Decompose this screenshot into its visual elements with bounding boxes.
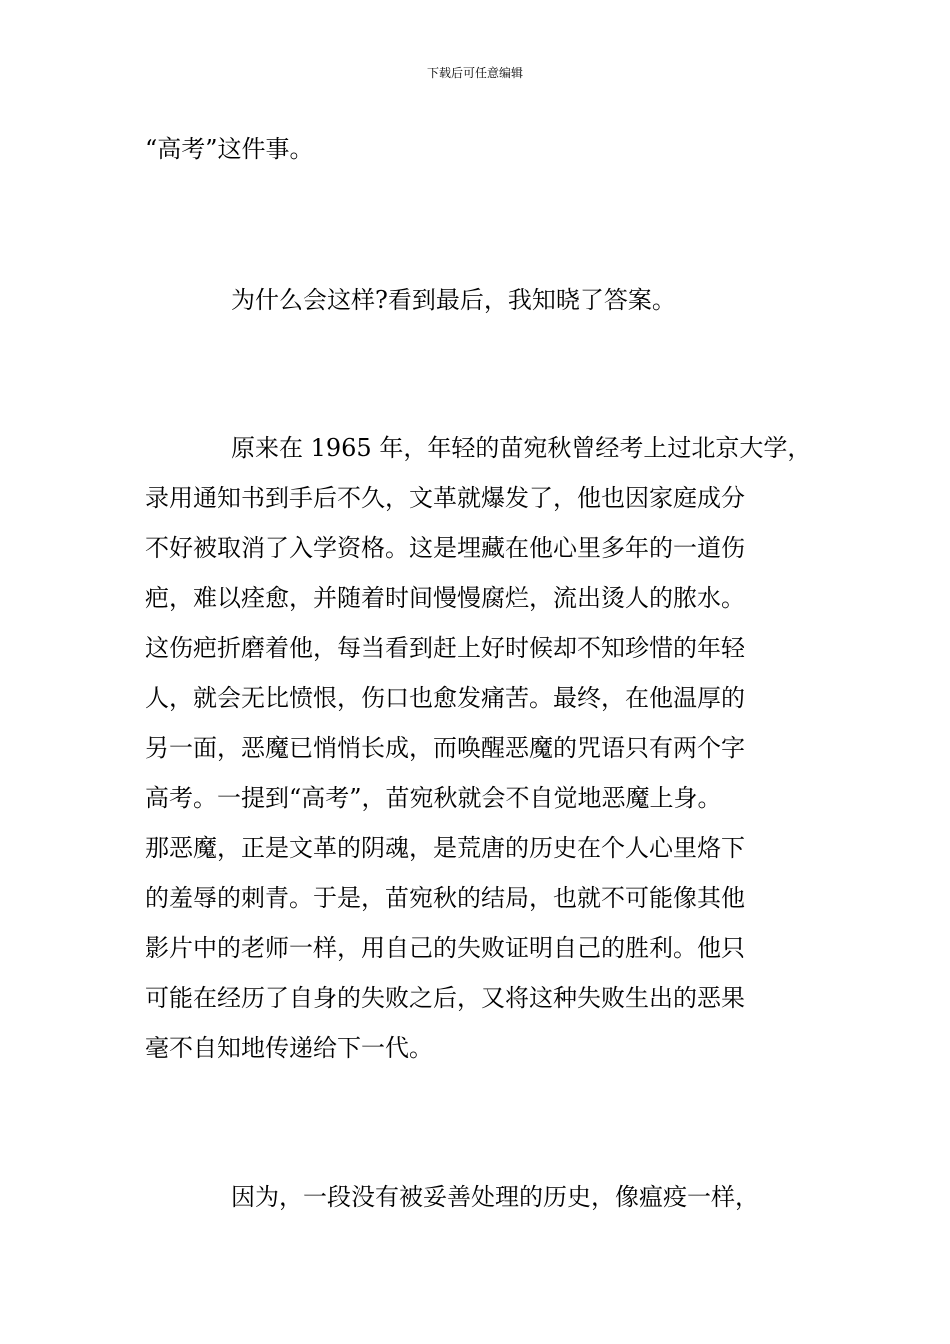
paragraph-2-line-1: 为什么会这样?看到最后，我知晓了答案。 bbox=[231, 286, 676, 314]
page-header: 下载后可任意编辑 bbox=[426, 66, 523, 80]
paragraph-4-line-1: 因为，一段没有被妥善处理的历史，像瘟疫一样， bbox=[231, 1183, 759, 1211]
paragraph-1-line-1: “高考”这件事。 bbox=[145, 135, 314, 163]
paragraph-3-line-12: 可能在经历了自身的失败之后，又将这种失败生出的恶果 bbox=[145, 984, 745, 1012]
paragraph-3-line-5: 这伤疤折磨着他，每当看到赶上好时候却不知珍惜的年轻 bbox=[145, 634, 745, 662]
paragraph-3-line-13: 毫不自知地传递给下一代。 bbox=[145, 1034, 433, 1062]
paragraph-3-line-8: 高考。一提到“高考”，苗宛秋就会不自觉地恶魔上身。 bbox=[145, 784, 722, 812]
paragraph-3-line-10: 的羞辱的刺青。于是，苗宛秋的结局，也就不可能像其他 bbox=[145, 884, 745, 912]
paragraph-3-line-9: 那恶魔，正是文革的阴魂，是荒唐的历史在个人心里烙下 bbox=[145, 834, 745, 862]
paragraph-3-line-2: 录用通知书到手后不久，文革就爆发了，他也因家庭成分 bbox=[145, 484, 745, 512]
paragraph-3-line-3: 不好被取消了入学资格。这是埋藏在他心里多年的一道伤 bbox=[145, 534, 745, 562]
paragraph-3-line-6: 人，就会无比愤恨，伤口也愈发痛苦。最终，在他温厚的 bbox=[145, 684, 745, 712]
paragraph-3-line-4: 疤，难以痊愈，并随着时间慢慢腐烂，流出烫人的脓水。 bbox=[145, 584, 745, 612]
paragraph-3-line-11: 影片中的老师一样，用自己的失败证明自己的胜利。他只 bbox=[145, 934, 745, 962]
paragraph-3-line-1: 原来在 1965 年，年轻的苗宛秋曾经考上过北京大学， bbox=[231, 434, 812, 462]
paragraph-3-line-7: 另一面，恶魔已悄悄长成，而唤醒恶魔的咒语只有两个字 bbox=[145, 734, 745, 762]
